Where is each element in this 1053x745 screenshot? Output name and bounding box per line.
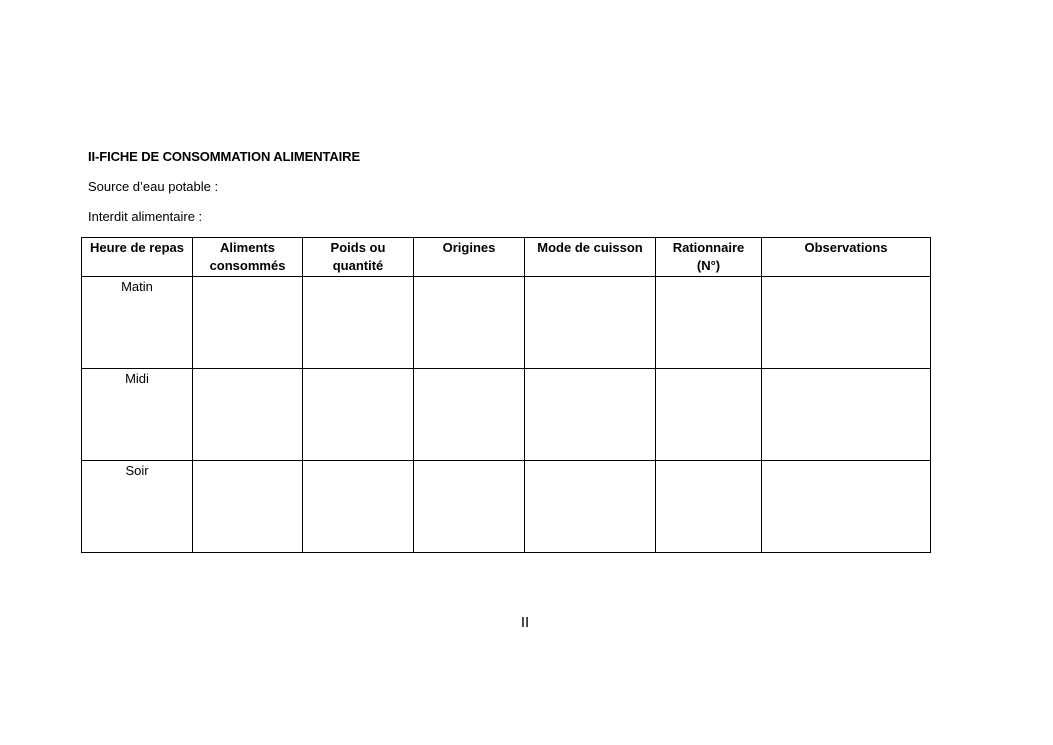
header-foods-consumed: Aliments consommés	[193, 238, 303, 277]
row-label-cell	[82, 277, 193, 369]
header-cooking-method: Mode de cuisson	[525, 238, 656, 277]
entry-cell[interactable]	[193, 369, 303, 461]
food-consumption-table	[81, 237, 931, 553]
table-row	[82, 369, 931, 461]
entry-cell[interactable]	[303, 369, 414, 461]
header-meal-time: Heure de repas	[82, 238, 193, 277]
entry-cell[interactable]	[525, 461, 656, 553]
entry-cell[interactable]	[656, 461, 762, 553]
entry-cell[interactable]	[303, 277, 414, 369]
entry-cell[interactable]	[193, 461, 303, 553]
page-number: II	[520, 614, 530, 631]
document-title: II-FICHE DE CONSOMMATION ALIMENTAIRE	[88, 149, 361, 164]
table-row	[82, 277, 931, 369]
entry-cell[interactable]	[762, 369, 931, 461]
row-label-morning: Matin	[121, 279, 153, 294]
entry-cell[interactable]	[193, 277, 303, 369]
entry-cell[interactable]	[525, 369, 656, 461]
entry-cell[interactable]	[656, 369, 762, 461]
entry-cell[interactable]	[656, 277, 762, 369]
dietary-restriction-label: Interdit alimentaire :	[88, 209, 203, 224]
table-row	[82, 461, 931, 553]
entry-cell[interactable]	[762, 461, 931, 553]
table-header-row	[82, 238, 931, 277]
entry-cell[interactable]	[414, 369, 525, 461]
header-ration-number: Rationnaire (N°)	[656, 238, 762, 277]
entry-cell[interactable]	[303, 461, 414, 553]
drinking-water-source-label: Source d’eau potable :	[88, 179, 219, 194]
header-observations: Observations	[762, 238, 931, 277]
row-label-evening: Soir	[125, 463, 149, 478]
row-label-noon: Midi	[125, 371, 149, 386]
row-label-cell	[82, 461, 193, 553]
entry-cell[interactable]	[414, 461, 525, 553]
entry-cell[interactable]	[762, 277, 931, 369]
header-weight-quantity: Poids ou quantité	[303, 238, 414, 277]
entry-cell[interactable]	[525, 277, 656, 369]
entry-cell[interactable]	[414, 277, 525, 369]
header-origins: Origines	[414, 238, 525, 277]
row-label-cell	[82, 369, 193, 461]
